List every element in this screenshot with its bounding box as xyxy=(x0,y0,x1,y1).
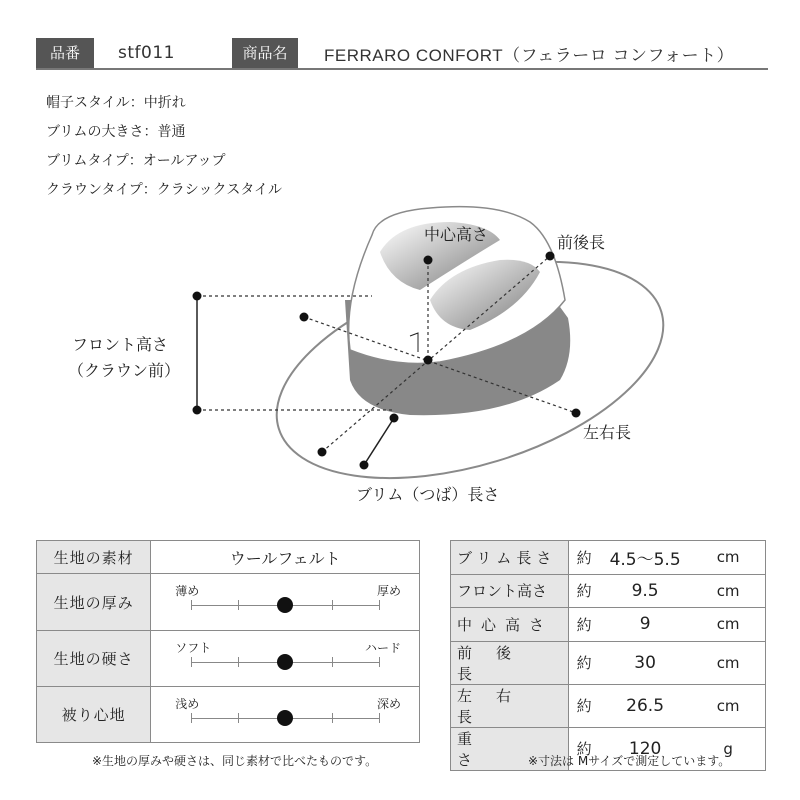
measure-value: 4.5〜5.5 xyxy=(599,541,691,575)
label-front-back: 前後長 xyxy=(557,233,606,252)
spec-crown-type: クラウンタイプ：クラシックスタイル xyxy=(46,182,283,198)
thickness-marker xyxy=(277,597,293,613)
label-brim-length: ブリム（つば）長さ xyxy=(356,485,500,504)
measurement-table xyxy=(450,540,766,771)
material-label: 生地の素材 xyxy=(37,541,151,574)
point-center-top xyxy=(424,256,433,265)
fit-depth-label: 被り心地 xyxy=(37,687,151,743)
measure-unit: cm xyxy=(691,608,765,642)
measure-row xyxy=(451,541,766,575)
hat-illustration xyxy=(251,207,689,520)
material-value: ウールフェルト xyxy=(151,541,420,574)
point-front xyxy=(318,448,327,457)
label-front-height: フロント高さ xyxy=(72,335,169,354)
name-tag: 商品名 xyxy=(232,38,298,68)
label-front-height-sub: （クラウン前） xyxy=(68,361,181,380)
hardness-marker xyxy=(277,654,293,670)
measure-label: 中心高さ xyxy=(451,608,569,642)
point-front-top xyxy=(193,292,202,301)
thickness-scale xyxy=(151,574,420,631)
measure-unit: cm xyxy=(691,574,765,608)
measure-row xyxy=(451,684,766,727)
hardness-label: 生地の硬さ xyxy=(37,631,151,687)
measure-row xyxy=(451,574,766,608)
label-left-right: 左右長 xyxy=(583,423,632,442)
measure-value: 9.5 xyxy=(599,574,691,608)
hardness-high: ハード xyxy=(364,641,401,655)
spec-brim-size: ブリムの大きさ：普通 xyxy=(46,124,186,140)
measure-label: 前後長 xyxy=(451,641,569,684)
fit-depth-marker xyxy=(277,710,293,726)
point-brim-edge xyxy=(360,461,369,470)
point-right xyxy=(572,409,581,418)
measure-approx: 約 xyxy=(569,684,599,727)
measure-unit: cm xyxy=(691,641,765,684)
measure-unit: cm xyxy=(691,684,765,727)
measure-row xyxy=(451,641,766,684)
measure-value: 120 xyxy=(599,727,691,770)
fit-depth-high: 深め xyxy=(376,697,401,711)
spec-brim-type: ブリムタイプ：オールアップ xyxy=(46,153,226,169)
material-table xyxy=(36,540,420,743)
hardness-low: ソフト xyxy=(175,641,212,655)
fit-depth-low: 浅め xyxy=(175,697,200,711)
name-value: FERRARO CONFORT（フェラーロ コンフォート） xyxy=(324,45,735,65)
point-left xyxy=(300,313,309,322)
point-center xyxy=(424,356,433,365)
measure-value: 9 xyxy=(599,608,691,642)
measure-label: フロント高さ xyxy=(451,574,569,608)
measure-approx: 約 xyxy=(569,727,599,770)
point-back xyxy=(546,252,555,261)
code-value: stf011 xyxy=(118,43,175,63)
measure-label: 重さ xyxy=(451,727,569,770)
measure-approx: 約 xyxy=(569,574,599,608)
measure-approx: 約 xyxy=(569,608,599,642)
hardness-scale xyxy=(151,631,420,687)
measure-approx: 約 xyxy=(569,641,599,684)
thickness-label: 生地の厚み xyxy=(37,574,151,631)
measure-label: ブリム長さ xyxy=(451,541,569,575)
note-comparison: ※生地の厚みや硬さは、同じ素材で比べたものです。 xyxy=(92,754,378,768)
point-front-bottom xyxy=(193,406,202,415)
thickness-high: 厚め xyxy=(376,584,401,598)
measure-unit: g xyxy=(691,727,765,770)
fit-depth-scale xyxy=(151,687,420,743)
note-measure-size: ※寸法は Mサイズで測定しています。 xyxy=(528,754,731,768)
measure-value: 30 xyxy=(599,641,691,684)
code-tag: 品番 xyxy=(36,38,94,68)
measure-approx: 約 xyxy=(569,541,599,575)
spec-style: 帽子スタイル：中折れ xyxy=(46,95,186,111)
point-band xyxy=(390,414,399,423)
thickness-low: 薄め xyxy=(175,584,200,598)
measure-unit: cm xyxy=(691,541,765,575)
label-center-height: 中心高さ xyxy=(424,225,489,244)
measure-label: 左右長 xyxy=(451,684,569,727)
measure-row xyxy=(451,608,766,642)
measure-value: 26.5 xyxy=(599,684,691,727)
